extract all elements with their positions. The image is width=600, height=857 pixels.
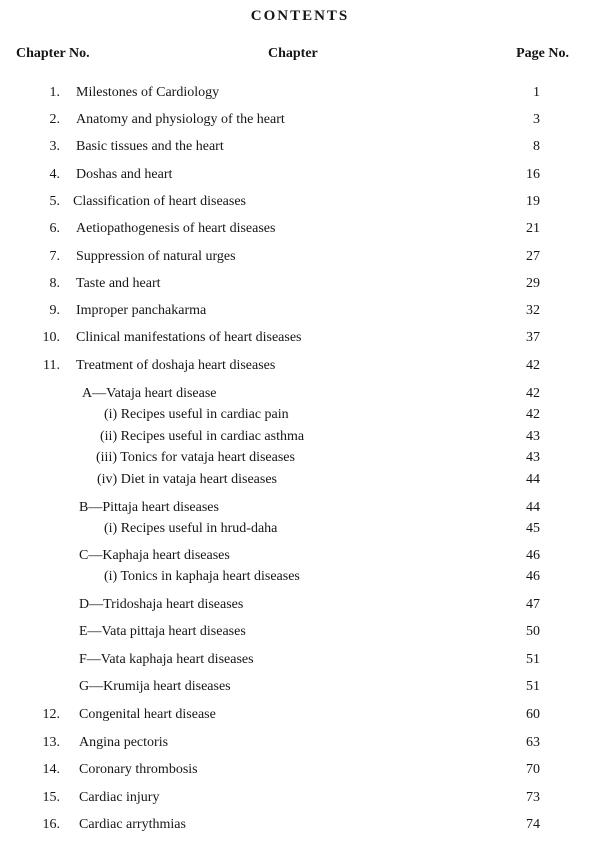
entry-number: 9. [49,303,60,318]
toc-subentry [0,427,600,447]
header-chapter: Chapter [268,46,318,61]
entry-page: 51 [526,679,540,694]
entry-title: E—Vata pittaja heart diseases [79,624,246,639]
entry-number: 4. [49,167,60,182]
entry-page: 42 [526,386,540,401]
entry-number: 5. [49,194,60,209]
entry-page: 45 [526,521,540,536]
entry-page: 44 [526,500,540,515]
entry-title: Angina pectoris [79,735,169,750]
entry-title: C—Kaphaja heart diseases [79,548,230,563]
entry-title: (i) Recipes useful in hrud-daha [104,521,278,536]
entry-number: 10. [42,330,60,345]
entry-title: (ii) Recipes useful in cardiac asthma [100,429,305,444]
entry-page: 47 [526,597,540,612]
entry-number: 3. [49,139,60,154]
entry-page: 3 [533,112,540,127]
entry-page: 70 [526,762,540,777]
entry-title: Milestones of Cardiology [76,85,220,100]
entry-title: Cardiac arrythmias [79,817,186,832]
toc-subentry [0,546,600,566]
entry-page: 16 [526,167,540,182]
entry-number: 8. [49,276,60,291]
entry-page: 46 [526,569,540,584]
entry-page: 1 [533,85,540,100]
entry-title: Anatomy and physiology of the heart [76,112,285,127]
entry-page: 29 [526,276,540,291]
entry-number: 16. [42,817,60,832]
toc-entry [0,760,600,780]
toc-entry [0,219,600,239]
toc-entry [0,788,600,808]
entry-page: 37 [526,330,540,345]
entry-title: Doshas and heart [76,167,173,182]
entry-number: 15. [42,790,60,805]
toc-entry [0,192,600,212]
entry-page: 43 [526,450,540,465]
entry-title: Aetiopathogenesis of heart diseases [76,221,276,236]
entry-page: 63 [526,735,540,750]
entry-page: 51 [526,652,540,667]
toc-entry [0,137,600,157]
entry-number: 1. [49,85,60,100]
toc-subentry [0,448,600,468]
entry-number: 7. [49,249,60,264]
toc-entry [0,328,600,348]
toc-subentry [0,384,600,404]
entry-title: A—Vataja heart disease [82,386,217,401]
toc-entry [0,301,600,321]
entry-page: 21 [526,221,540,236]
entry-page: 19 [526,194,540,209]
header-page-no: Page No. [516,46,569,61]
entry-title: (i) Tonics in kaphaja heart diseases [104,569,300,584]
toc-subentry [0,405,600,425]
entry-title: D—Tridoshaja heart diseases [79,597,244,612]
toc-entry [0,110,600,130]
entry-number: 11. [43,358,60,373]
entry-title: Treatment of doshaja heart diseases [76,358,276,373]
entry-page: 32 [526,303,540,318]
entry-title: Taste and heart [76,276,161,291]
toc-entry [0,83,600,103]
entry-page: 27 [526,249,540,264]
toc-entry [0,815,600,835]
toc-subentry [0,677,600,697]
entry-number: 12. [42,707,60,722]
toc-entry [0,165,600,185]
entry-title: (iii) Tonics for vataja heart diseases [96,450,295,465]
toc-subentry [0,519,600,539]
entry-title: Congenital heart disease [79,707,216,722]
entry-page: 8 [533,139,540,154]
entry-title: (i) Recipes useful in cardiac pain [104,407,289,422]
entry-title: Coronary thrombosis [79,762,198,777]
toc-subentry [0,567,600,587]
toc-subentry [0,470,600,490]
entry-page: 50 [526,624,540,639]
toc-subentry [0,595,600,615]
toc-subentry [0,650,600,670]
entry-title: F—Vata kaphaja heart diseases [79,652,254,667]
entry-number: 2. [49,112,60,127]
toc-entry [0,247,600,267]
entry-number: 13. [42,735,60,750]
toc-entry [0,274,600,294]
toc-subentry [0,622,600,642]
entry-title: Cardiac injury [79,790,160,805]
entry-page: 60 [526,707,540,722]
entry-page: 43 [526,429,540,444]
entry-title: G—Krumija heart diseases [79,679,231,694]
toc-subentry [0,498,600,518]
entry-title: Suppression of natural urges [76,249,236,264]
entry-page: 74 [526,817,540,832]
entry-title: (iv) Diet in vataja heart diseases [97,472,277,487]
entry-page: 73 [526,790,540,805]
header-chapter-no: Chapter No. [16,46,90,61]
toc-entry [0,733,600,753]
entry-page: 42 [526,407,540,422]
entry-page: 42 [526,358,540,373]
entry-number: 6. [49,221,60,236]
entry-title: Classification of heart diseases [73,194,247,209]
entry-page: 44 [526,472,540,487]
entry-title: Improper panchakarma [76,303,207,318]
entry-number: 14. [42,762,60,777]
toc-entry [0,356,600,376]
entry-title: Clinical manifestations of heart diseases [76,330,302,345]
entry-title: Basic tissues and the heart [76,139,224,154]
toc-entry [0,705,600,725]
entry-title: B—Pittaja heart diseases [79,500,219,515]
page-title: CONTENTS [250,8,350,24]
entry-page: 46 [526,548,540,563]
